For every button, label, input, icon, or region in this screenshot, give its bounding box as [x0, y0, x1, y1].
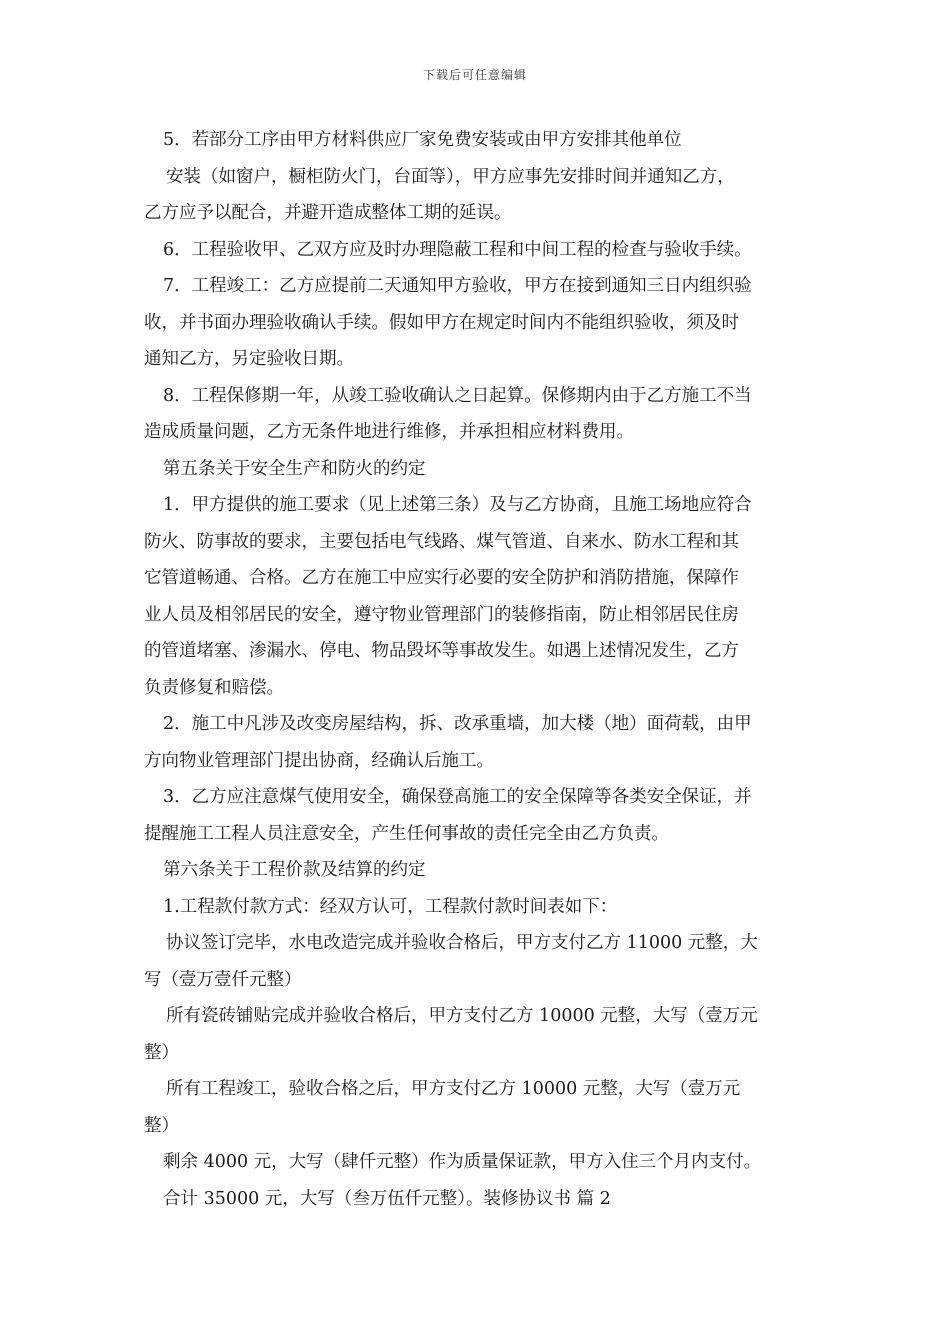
text-line: 协议签订完毕，水电改造完成并验收合格后，甲方支付乙方 11000 元整，大 — [166, 933, 758, 953]
text-line: 3．乙方应注意煤气使用安全，确保登高施工的安全保障等各类安全保证，并 — [163, 787, 752, 807]
text-line: 业人员及相邻居民的安全，遵守物业管理部门的装修指南，防止相邻居民住房 — [144, 604, 739, 625]
text-line: 所有工程竣工，验收合格之后，甲方支付乙方 10000 元整，大写（壹万元 — [166, 1079, 741, 1099]
text-line: 剩余 4000 元，大写（肆仟元整）作为质量保证款，甲方入住三个月内支付。 — [163, 1152, 762, 1172]
page-header: 下载后可任意编辑 — [422, 68, 527, 82]
text-line: 7．工程竣工：乙方应提前二天通知甲方验收，甲方在接到通知三日内组织验 — [163, 276, 752, 296]
text-line: 写（壹万壹仟元整） — [144, 969, 302, 990]
text-line: 2．施工中凡涉及改变房屋结构，拆、改承重墙，加大楼（地）面荷载，由甲 — [163, 714, 752, 734]
text-line: 整） — [144, 1042, 179, 1063]
text-line: 的管道堵塞、渗漏水、停电、物品毁坏等事故发生。如遇上述情况发生，乙方 — [144, 641, 739, 661]
paragraph-lines — [144, 122, 808, 1217]
text-line: 它管道畅通、合格。乙方在施工中应实行必要的安全防护和消防措施，保障作 — [144, 568, 739, 588]
text-line: 乙方应予以配合，并避开造成整体工期的延误。 — [144, 203, 512, 223]
text-line: 防火、防事故的要求，主要包括电气线路、煤气管道、自来水、防水工程和其 — [144, 531, 739, 552]
text-line: 收，并书面办理验收确认手续。假如甲方在规定时间内不能组织验收，须及时 — [144, 312, 739, 333]
text-line: 1.工程款付款方式：经双方认可，工程款付款时间表如下： — [163, 896, 618, 917]
text-line: 8．工程保修期一年，从竣工验收确认之日起算。保修期内由于乙方施工不当 — [163, 385, 752, 406]
text-line: 5．若部分工序由甲方材料供应厂家免费安装或由甲方安排其他单位 — [163, 130, 682, 150]
text-line: 1．甲方提供的施工要求（见上述第三条）及与乙方协商，且施工场地应符合 — [163, 495, 752, 515]
text-line: 合计 35000 元，大写（叁万伍仟元整）。装修协议书 篇 2 — [163, 1188, 611, 1209]
text-line: 6．工程验收甲、乙双方应及时办理隐蔽工程和中间工程的检查与验收手续。 — [163, 239, 752, 260]
text-line: 安装（如窗户，橱柜防火门，台面等），甲方应事先安排时间并通知乙方， — [166, 166, 735, 187]
text-line: 负责修复和赔偿。 — [144, 677, 284, 698]
text-line: 第五条关于安全生产和防火的约定 — [163, 458, 426, 479]
text-line: 方向物业管理部门提出协商，经确认后施工。 — [144, 750, 494, 771]
text-line: 所有瓷砖铺贴完成并验收合格后，甲方支付乙方 10000 元整，大写（壹万元 — [166, 1006, 758, 1026]
text-line: 通知乙方，另定验收日期。 — [144, 349, 354, 369]
text-line: 第六条关于工程价款及结算的约定 — [163, 860, 426, 880]
text-line: 整） — [144, 1115, 179, 1136]
text-line: 提醒施工工程人员注意安全，产生任何事故的责任完全由乙方负责。 — [144, 823, 669, 844]
document-body — [144, 122, 808, 1217]
text-line: 造成质量问题，乙方无条件地进行维修，并承担相应材料费用。 — [144, 422, 634, 442]
